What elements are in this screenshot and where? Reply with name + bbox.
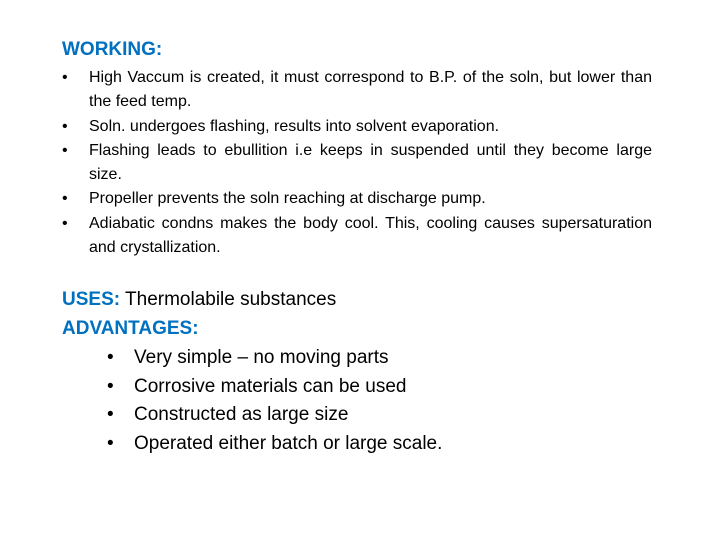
- bullet-icon: •: [62, 69, 68, 86]
- bullet-icon: •: [107, 404, 114, 426]
- bullet-icon: •: [107, 375, 114, 397]
- advantages-heading: ADVANTAGES:: [62, 318, 199, 339]
- uses-text: Thermolabile substances: [125, 289, 337, 310]
- working-item-vacuum: [62, 66, 652, 115]
- bullet-icon: •: [62, 190, 68, 208]
- uses-line: [62, 286, 336, 315]
- working-item-flashing: [62, 115, 652, 139]
- advantage-text: Very simple – no moving parts: [134, 347, 389, 368]
- working-item-propeller: [62, 187, 652, 211]
- working-heading: WORKING:: [62, 39, 163, 60]
- bullet-icon: •: [107, 347, 114, 368]
- advantage-text: Corrosive materials can be used: [134, 375, 407, 397]
- bullet-icon: •: [62, 141, 68, 159]
- advantage-item: [107, 430, 442, 459]
- advantages-list: [107, 344, 442, 458]
- advantage-text: Operated either batch or large scale.: [134, 432, 443, 454]
- advantage-item: [107, 373, 442, 402]
- advantage-item: [107, 344, 442, 373]
- working-list: [62, 66, 652, 260]
- working-item-text: Soln. undergoes flashing, results into solvent evaporation.: [89, 117, 500, 135]
- bullet-icon: •: [62, 214, 68, 232]
- working-item-adiabatic: [62, 212, 652, 261]
- bullet-icon: •: [107, 432, 114, 454]
- working-item-text: High Vaccum is created, it must correspond to B.P. of the soln, but lower than the feed temp.: [89, 69, 652, 111]
- working-item-ebullition: [62, 139, 652, 188]
- uses-label: USES:: [62, 289, 121, 310]
- working-item-text: Flashing leads to ebullition i.e keeps in suspended until they become large size.: [89, 141, 652, 184]
- bullet-icon: •: [62, 117, 68, 135]
- working-item-text: Adiabatic condns makes the body cool. This, cooling causes supersaturation and crystallization.: [89, 214, 652, 257]
- advantage-item: [107, 401, 442, 430]
- advantage-text: Constructed as large size: [134, 404, 349, 426]
- working-item-text: Propeller prevents the soln reaching at discharge pump.: [89, 190, 486, 208]
